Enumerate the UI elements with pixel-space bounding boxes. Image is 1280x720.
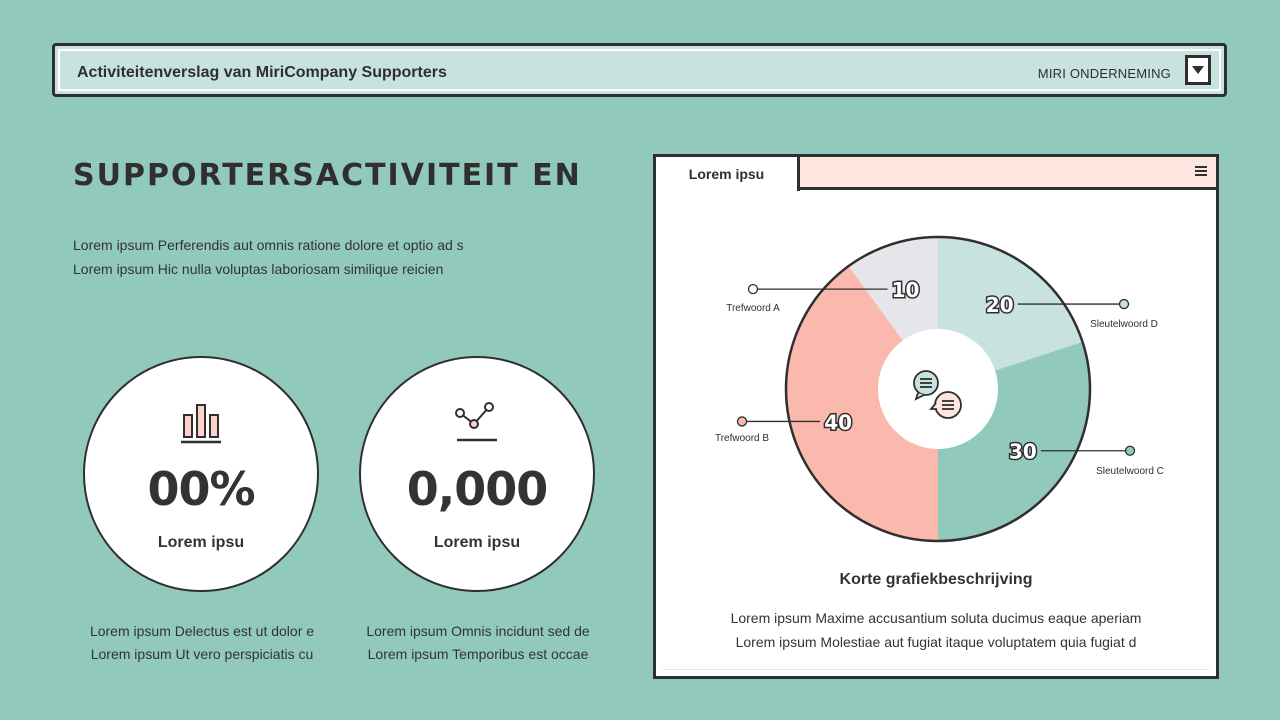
chart-panel [653, 154, 1219, 679]
pie-category-label: Trefwoord A [726, 303, 780, 314]
caret-down-icon [1192, 66, 1204, 74]
company-name: MIRI ONDERNEMING [1037, 66, 1171, 81]
stat-card-count [359, 356, 595, 592]
stat-value: 00% [147, 462, 255, 516]
report-title: Activiteitenverslag van MiriCompany Supporters [77, 64, 447, 81]
pie-value-label: 20 [985, 293, 1014, 318]
top-bar-inner [58, 49, 1221, 91]
intro-line: Lorem ipsum Perferendis aut omnis ratione dolore et optio ad s [73, 237, 464, 253]
stat-description [72, 620, 332, 666]
pie-value-label: 10 [891, 278, 920, 303]
pie-center-hole [878, 329, 998, 449]
top-bar [52, 43, 1227, 97]
leader-dot [1126, 446, 1135, 455]
pie-category-label: Sleutelwoord C [1096, 466, 1164, 477]
page-heading: SUPPORTERSACTIVITEIT EN [73, 158, 582, 193]
chart-description-line: Lorem ipsum Maxime accusantium soluta ducimus eaque aperiam [730, 610, 1142, 626]
pie-chart [656, 157, 1216, 567]
stat-description-line: Lorem ipsum Ut vero perspiciatis cu [90, 646, 314, 662]
stat-label: Lorem ipsu [157, 534, 245, 551]
pie-category-label: Sleutelwoord D [1090, 319, 1158, 330]
line-chart-icon [454, 400, 500, 449]
stat-description-line: Lorem ipsum Temporibus est occae [367, 646, 589, 662]
intro-line: Lorem ipsum Hic nulla voluptas laboriosam similique reicien [73, 261, 444, 277]
tab-lorem-ipsu[interactable]: Lorem ipsu [656, 157, 800, 191]
bar-chart-icon [179, 400, 223, 449]
stat-card-percentage [83, 356, 319, 592]
stat-description-line: Lorem ipsum Omnis incidunt sed de [366, 623, 590, 639]
pie-value-label: 30 [1009, 439, 1037, 464]
chart-caption: Korte grafiekbeschrijving [839, 571, 1033, 588]
stat-value: 0,000 [406, 462, 548, 516]
leader-dot [749, 285, 758, 294]
leader-dot [1120, 300, 1129, 309]
pie-value-label: 40 [824, 410, 853, 435]
pie-category-label: Trefwoord B [714, 433, 770, 444]
stat-label: Lorem ipsu [433, 534, 521, 551]
dropdown-button[interactable] [1185, 55, 1211, 85]
leader-dot [738, 417, 747, 426]
chart-description [656, 606, 1216, 654]
chart-description-line: Lorem ipsum Molestiae aut fugiat itaque voluptatem quia fugiat d [735, 634, 1137, 650]
stat-description [348, 620, 608, 666]
intro-text [73, 233, 464, 281]
stat-description-line: Lorem ipsum Delectus est ut dolor e [89, 623, 315, 639]
